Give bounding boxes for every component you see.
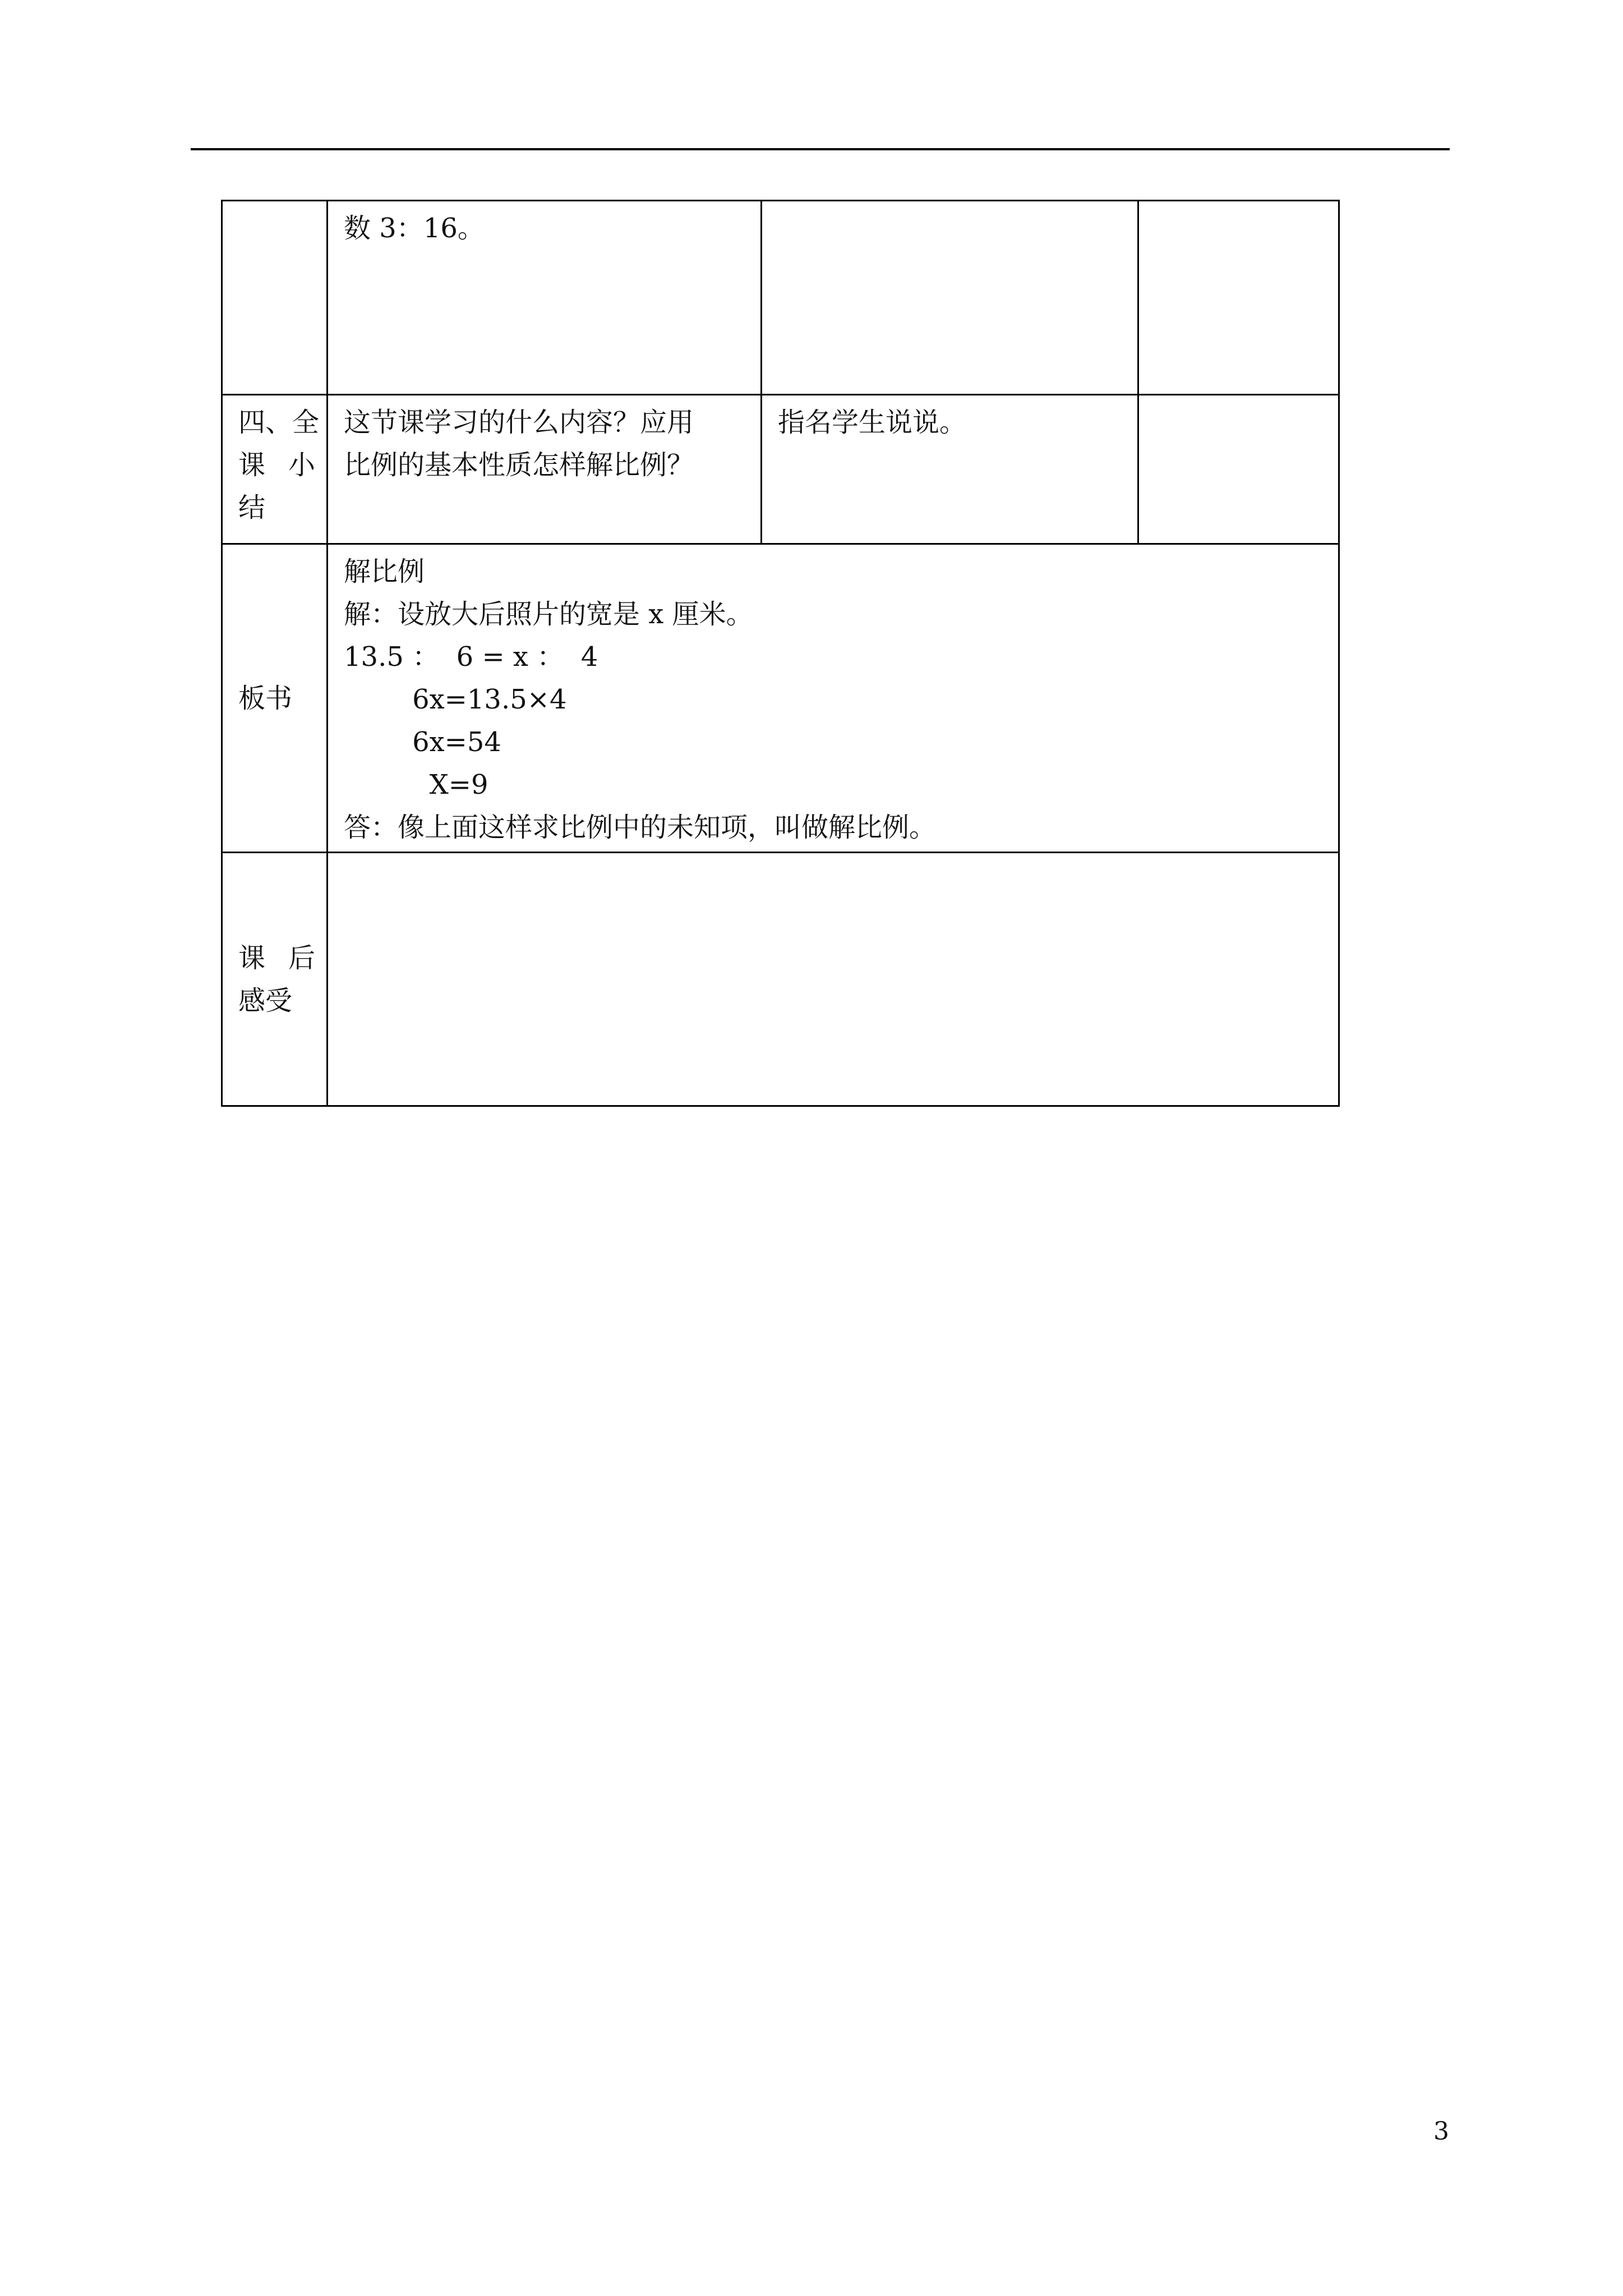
reflection-content-cell	[328, 853, 1339, 1106]
table-row-board	[222, 544, 1339, 853]
lesson-plan-table	[221, 200, 1340, 1107]
student-activity-text: 指名学生说说。	[778, 407, 967, 438]
notes-cell-summary	[1138, 395, 1339, 544]
board-line: 6x=54	[344, 726, 501, 758]
stage-cell-summary	[222, 395, 328, 544]
student-activity-cell-empty	[762, 201, 1138, 395]
board-label-cell	[222, 544, 328, 853]
student-activity-cell-summary	[762, 395, 1138, 544]
board-line: 答：像上面这样求比例中的未知项，叫做解比例。	[344, 812, 937, 843]
teacher-activity-cell	[328, 201, 762, 395]
stage-label-line: 四、全	[238, 407, 320, 438]
table-row-continuation	[222, 201, 1339, 395]
teacher-activity-text: 数 3：16。	[344, 213, 485, 244]
board-line: 6x=13.5×4	[344, 684, 567, 715]
board-label: 板书	[238, 682, 293, 714]
header-rule	[191, 148, 1450, 150]
notes-cell-empty	[1138, 201, 1339, 395]
board-line: X=9	[344, 769, 488, 800]
page-number: 3	[1433, 2117, 1449, 2146]
table-row-reflection	[222, 853, 1339, 1106]
board-line: 解比例	[344, 556, 425, 587]
reflection-label-line: 感受	[238, 984, 293, 1016]
stage-label-line: 结	[238, 492, 266, 523]
board-line: 13.5 ： 6 = x ： 4	[344, 641, 598, 673]
teacher-question-line: 这节课学习的什么内容？应用	[344, 407, 694, 438]
reflection-label-line: 课 后	[238, 942, 315, 974]
teacher-activity-cell-summary	[328, 395, 762, 544]
table-row-summary	[222, 395, 1339, 544]
stage-label-line: 课 小	[238, 449, 315, 481]
teacher-question-line: 比例的基本性质怎样解比例？	[344, 449, 694, 481]
reflection-label-cell	[222, 853, 328, 1106]
stage-cell-empty	[222, 201, 328, 395]
board-line: 解：设放大后照片的宽是 x 厘米。	[344, 599, 753, 630]
board-content-cell	[328, 544, 1339, 853]
